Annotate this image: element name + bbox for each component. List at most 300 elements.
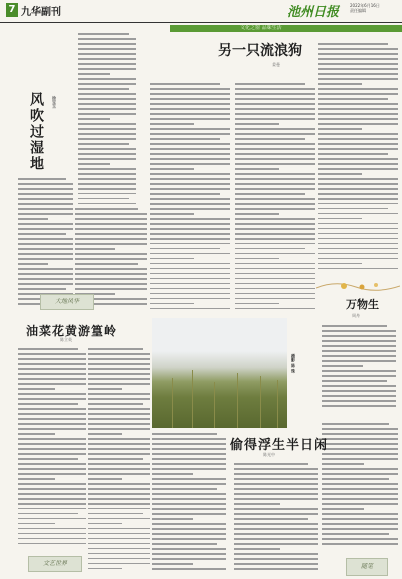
text-line <box>18 358 86 360</box>
text-line <box>235 88 315 90</box>
text-line <box>234 493 318 495</box>
text-line <box>18 228 73 230</box>
text-line <box>235 158 315 160</box>
text-line <box>152 518 193 520</box>
text-line <box>318 233 398 235</box>
text-line <box>150 288 230 290</box>
poem-body <box>322 322 396 407</box>
text-line <box>78 88 129 90</box>
column-stamp <box>40 294 94 310</box>
text-line <box>318 218 362 220</box>
text-line <box>88 493 150 495</box>
text-line <box>75 223 147 225</box>
text-line <box>88 433 122 435</box>
text-line <box>318 243 398 245</box>
article-body <box>322 420 398 545</box>
text-line <box>318 48 398 50</box>
text-line <box>150 133 230 135</box>
text-line <box>78 63 136 65</box>
text-line <box>318 183 398 185</box>
text-line <box>18 193 73 195</box>
text-line <box>152 493 226 495</box>
text-line <box>18 518 86 520</box>
text-line <box>78 73 110 75</box>
text-line <box>18 348 78 350</box>
text-line <box>78 148 136 150</box>
text-line <box>18 368 86 370</box>
text-line <box>18 448 86 450</box>
text-line <box>235 253 315 255</box>
text-line <box>318 208 388 210</box>
text-line <box>152 528 226 530</box>
text-line <box>78 58 136 60</box>
article-author: 陈立英 <box>60 337 72 342</box>
text-line <box>150 218 230 220</box>
text-line <box>150 223 230 225</box>
text-line <box>78 153 136 155</box>
text-line <box>88 498 150 500</box>
text-line <box>88 378 150 380</box>
text-line <box>322 350 396 352</box>
text-line <box>235 308 315 310</box>
text-line <box>78 83 136 85</box>
text-line <box>88 353 150 355</box>
text-line <box>152 448 226 450</box>
text-line <box>235 238 315 240</box>
text-line <box>78 108 136 110</box>
text-line <box>322 453 398 455</box>
text-line <box>78 113 136 115</box>
text-line <box>150 208 230 210</box>
text-line <box>322 370 396 372</box>
text-line <box>88 478 122 480</box>
text-line <box>322 538 398 540</box>
text-line <box>150 123 194 125</box>
text-line <box>152 488 217 490</box>
text-line <box>18 478 55 480</box>
text-line <box>150 158 230 160</box>
text-line <box>318 158 398 160</box>
text-line <box>152 523 226 525</box>
text-line <box>235 183 315 185</box>
text-line <box>318 198 398 200</box>
text-line <box>75 208 138 210</box>
article-body <box>235 80 315 312</box>
article-title: 偷得浮生半日闲 <box>230 438 329 453</box>
text-line <box>18 203 73 205</box>
text-line <box>150 213 194 215</box>
text-line <box>75 248 115 250</box>
text-line <box>18 458 78 460</box>
text-line <box>88 543 150 545</box>
text-line <box>88 408 150 410</box>
text-line <box>235 148 315 150</box>
text-line <box>152 458 226 460</box>
text-line <box>88 443 150 445</box>
text-line <box>75 258 147 260</box>
text-line <box>322 493 398 495</box>
text-line <box>152 473 193 475</box>
text-line <box>318 228 398 230</box>
text-line <box>235 258 279 260</box>
text-line <box>18 218 48 220</box>
text-line <box>18 288 66 290</box>
text-line <box>18 373 86 375</box>
text-line <box>18 433 55 435</box>
text-line <box>78 123 136 125</box>
text-line <box>318 168 398 170</box>
text-line <box>75 228 147 230</box>
text-line <box>152 513 226 515</box>
text-line <box>235 213 279 215</box>
text-line <box>318 123 398 125</box>
text-line <box>322 395 396 397</box>
article-body <box>18 175 73 305</box>
column-banner-text: 文化之窗 品味生活 <box>240 25 282 31</box>
text-line <box>234 523 318 525</box>
text-line <box>318 203 398 205</box>
text-line <box>318 223 398 225</box>
text-line <box>234 548 280 550</box>
text-line <box>18 418 86 420</box>
article-body <box>234 460 318 570</box>
text-line <box>18 528 86 530</box>
text-line <box>235 273 315 275</box>
text-line <box>18 183 73 185</box>
text-line <box>235 123 279 125</box>
photo-credit: 摄影 陈 珠 <box>291 354 296 373</box>
text-line <box>322 335 396 337</box>
text-line <box>322 533 389 535</box>
text-line <box>152 553 226 555</box>
stamp-text: 大地风华 <box>54 298 79 305</box>
text-line <box>88 388 122 390</box>
text-line <box>235 303 279 305</box>
text-line <box>88 468 150 470</box>
text-line <box>235 113 315 115</box>
text-line <box>152 558 226 560</box>
text-line <box>18 398 86 400</box>
text-line <box>18 538 86 540</box>
text-line <box>78 198 129 200</box>
text-line <box>150 193 220 195</box>
grass-illustration <box>316 548 400 578</box>
text-line <box>318 188 398 190</box>
text-line <box>235 168 279 170</box>
text-line <box>318 163 398 165</box>
text-line <box>78 43 136 45</box>
article-body <box>88 345 150 570</box>
text-line <box>18 428 86 430</box>
text-line <box>322 543 398 545</box>
text-line <box>88 528 150 530</box>
text-line <box>318 88 398 90</box>
text-line <box>18 213 73 215</box>
text-line <box>88 418 150 420</box>
text-line <box>235 153 315 155</box>
text-line <box>318 118 398 120</box>
text-line <box>78 53 136 55</box>
text-line <box>152 563 193 565</box>
text-line <box>18 498 86 500</box>
text-line <box>18 188 73 190</box>
text-line <box>235 203 315 205</box>
text-line <box>88 523 122 525</box>
article-title: 另一只流浪狗 <box>218 43 302 59</box>
text-line <box>18 403 78 405</box>
text-line <box>88 453 150 455</box>
text-line <box>234 503 280 505</box>
text-line <box>322 355 396 357</box>
text-line <box>235 188 315 190</box>
text-line <box>150 293 230 295</box>
text-line <box>322 528 398 530</box>
text-line <box>75 273 147 275</box>
text-line <box>234 463 308 465</box>
text-line <box>78 143 129 145</box>
text-line <box>318 253 398 255</box>
text-line <box>18 243 73 245</box>
text-line <box>322 518 398 520</box>
text-line <box>235 178 315 180</box>
text-line <box>152 538 226 540</box>
text-line <box>150 248 220 250</box>
text-line <box>318 113 398 115</box>
text-line <box>322 433 398 435</box>
text-line <box>88 458 143 460</box>
text-line <box>75 218 147 220</box>
text-line <box>150 258 194 260</box>
text-line <box>318 68 398 70</box>
text-line <box>318 213 398 215</box>
floral-decoration <box>316 278 400 296</box>
text-line <box>318 98 388 100</box>
text-line <box>88 488 150 490</box>
text-line <box>322 498 398 500</box>
text-line <box>88 403 143 405</box>
text-line <box>88 358 150 360</box>
text-line <box>152 433 217 435</box>
article-body <box>150 80 230 312</box>
text-line <box>322 405 396 407</box>
text-line <box>18 268 73 270</box>
article-author: 姜曼 <box>272 62 280 67</box>
text-line <box>234 553 318 555</box>
text-line <box>152 568 226 570</box>
article-body <box>152 430 226 570</box>
text-line <box>234 558 318 560</box>
text-line <box>234 513 318 515</box>
text-line <box>150 263 230 265</box>
text-line <box>152 453 226 455</box>
text-line <box>18 503 86 505</box>
text-line <box>235 198 315 200</box>
text-line <box>322 330 396 332</box>
issue-meta <box>350 3 400 13</box>
column-stamp <box>346 558 388 576</box>
text-line <box>235 298 315 300</box>
text-line <box>152 468 226 470</box>
text-line <box>235 83 305 85</box>
text-line <box>150 118 230 120</box>
text-line <box>318 138 398 140</box>
text-line <box>152 508 226 510</box>
text-line <box>150 173 230 175</box>
text-line <box>322 438 398 440</box>
text-line <box>18 388 55 390</box>
text-line <box>152 498 226 500</box>
text-line <box>18 393 86 395</box>
text-line <box>18 438 86 440</box>
text-line <box>318 93 398 95</box>
text-line <box>318 58 398 60</box>
text-line <box>78 193 136 195</box>
text-line <box>235 248 305 250</box>
text-line <box>78 68 136 70</box>
article-title: 油菜花黄游篁岭 <box>26 324 118 338</box>
text-line <box>75 213 147 215</box>
text-line <box>88 348 143 350</box>
text-line <box>18 413 86 415</box>
text-line <box>152 533 226 535</box>
text-line <box>234 563 318 565</box>
text-line <box>150 283 230 285</box>
text-line <box>18 468 86 470</box>
text-line <box>88 363 150 365</box>
text-line <box>234 468 318 470</box>
text-line <box>88 553 150 555</box>
text-line <box>88 428 150 430</box>
text-line <box>18 533 86 535</box>
text-line <box>235 193 305 195</box>
text-line <box>18 363 86 365</box>
text-line <box>152 503 226 505</box>
text-line <box>318 43 388 45</box>
text-line <box>18 523 55 525</box>
text-line <box>235 263 315 265</box>
issue-date: 2022年6月16日 <box>350 3 380 8</box>
text-line <box>235 138 305 140</box>
text-line <box>234 483 318 485</box>
text-line <box>235 108 315 110</box>
text-line <box>18 208 73 210</box>
stamp-text: 文艺世界 <box>42 560 67 567</box>
text-line <box>150 143 230 145</box>
text-line <box>318 128 362 130</box>
text-line <box>18 513 78 515</box>
text-line <box>18 223 73 225</box>
text-line <box>235 283 315 285</box>
text-line <box>78 103 136 105</box>
text-line <box>88 423 150 425</box>
text-line <box>150 253 230 255</box>
text-line <box>88 568 122 570</box>
column-banner <box>170 25 402 32</box>
text-line <box>234 478 318 480</box>
text-line <box>322 340 396 342</box>
text-line <box>18 198 73 200</box>
text-line <box>150 243 230 245</box>
text-line <box>18 258 73 260</box>
text-line <box>235 128 315 130</box>
text-line <box>150 183 230 185</box>
text-line <box>150 88 230 90</box>
text-line <box>318 268 398 270</box>
text-line <box>88 538 150 540</box>
text-line <box>234 518 308 520</box>
text-line <box>150 108 230 110</box>
text-line <box>78 133 136 135</box>
text-line <box>235 278 315 280</box>
text-line <box>150 93 230 95</box>
text-line <box>235 223 315 225</box>
stamp-text: 随笔 <box>360 563 373 570</box>
text-line <box>322 428 398 430</box>
text-line <box>78 118 110 120</box>
text-line <box>78 138 136 140</box>
text-line <box>150 168 194 170</box>
text-line <box>318 133 398 135</box>
text-line <box>150 303 194 305</box>
text-line <box>318 73 398 75</box>
text-line <box>75 278 147 280</box>
text-line <box>18 453 86 455</box>
text-line <box>78 128 136 130</box>
text-line <box>322 508 364 510</box>
text-line <box>322 385 396 387</box>
text-line <box>318 178 398 180</box>
text-line <box>150 148 230 150</box>
text-line <box>18 278 73 280</box>
text-line <box>234 568 318 570</box>
text-line <box>18 283 73 285</box>
text-line <box>18 483 86 485</box>
article-author: 徐宝玉 <box>52 96 57 108</box>
text-line <box>78 183 136 185</box>
text-line <box>88 503 150 505</box>
text-line <box>18 383 86 385</box>
text-line <box>150 308 230 310</box>
text-line <box>234 528 318 530</box>
text-line <box>78 168 136 170</box>
text-line <box>322 443 398 445</box>
text-line <box>322 478 389 480</box>
text-line <box>322 365 363 367</box>
text-line <box>18 273 73 275</box>
text-line <box>150 278 230 280</box>
text-line <box>88 508 150 510</box>
text-line <box>152 478 226 480</box>
text-line <box>75 283 147 285</box>
text-line <box>78 173 136 175</box>
text-line <box>88 373 150 375</box>
text-line <box>75 253 147 255</box>
text-line <box>18 353 86 355</box>
text-line <box>18 443 86 445</box>
text-line <box>150 103 230 105</box>
text-line <box>235 93 315 95</box>
text-line <box>318 258 398 260</box>
text-line <box>235 228 315 230</box>
text-line <box>235 98 315 100</box>
newspaper-logo: 池州日报 <box>287 5 340 20</box>
text-line <box>235 143 315 145</box>
text-line <box>75 233 147 235</box>
text-line <box>235 218 315 220</box>
text-line <box>234 473 318 475</box>
text-line <box>18 473 86 475</box>
text-line <box>150 233 230 235</box>
